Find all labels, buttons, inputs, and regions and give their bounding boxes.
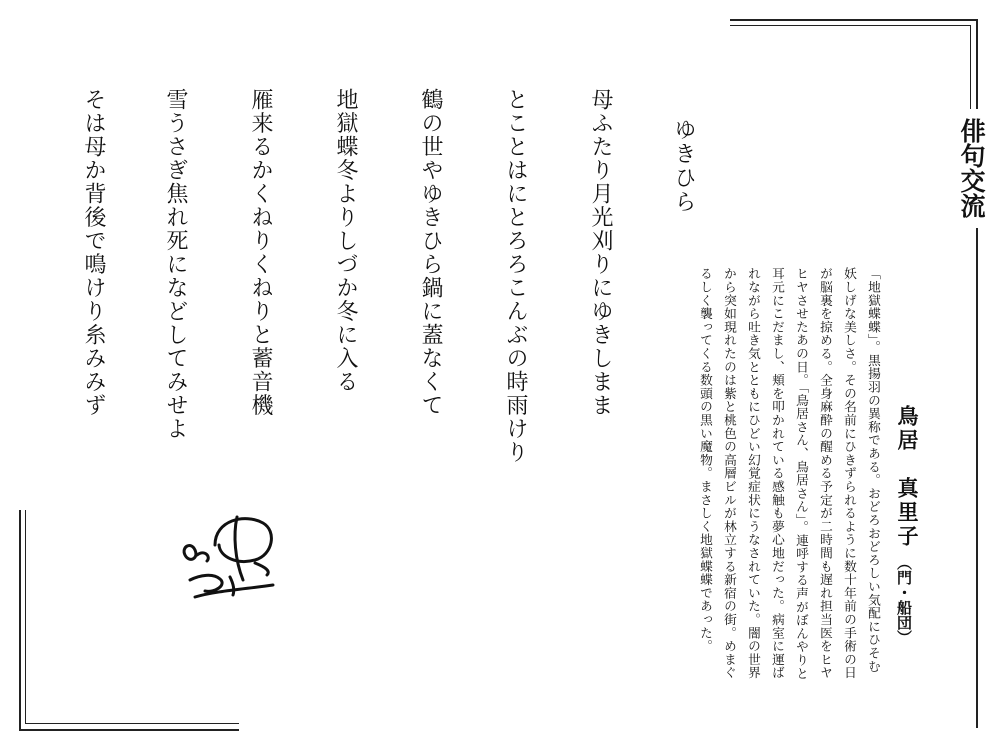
frame-rule-right-lower: [976, 228, 978, 728]
prose-line: から突如現れたのは紫と桃色の高層ビルが林立する新宿の街。めまぐ: [722, 267, 737, 680]
haiku-line: 地獄蝶冬よりしづか冬に入る: [333, 88, 358, 394]
frame-rule-left-outer: [19, 510, 21, 730]
haiku-line: 雪うさぎ焦れ死になどしてみせよ: [163, 88, 188, 441]
frame-rule-left-inner: [25, 510, 26, 724]
author-signature: [175, 505, 295, 610]
frame-rule-right-inner: [970, 25, 971, 109]
frame-rule-bottom-outer: [19, 729, 239, 731]
haiku-line: とことはにとろろこんぶの時雨けり: [503, 88, 528, 464]
prose-line: が脳裏を掠める。全身麻酔の醒める予定が二時間も遅れ担当医をヒヤ: [818, 267, 833, 680]
poem-title: ゆきひら: [671, 118, 696, 214]
prose-block: [691, 267, 883, 697]
frame-rule-top-outer: [730, 19, 977, 21]
prose-line: れながら吐き気とともにひどい幻覚症状にうなされていた。闇の世界: [746, 267, 761, 680]
section-label: 俳句交流: [957, 118, 986, 218]
haiku-line: 雁来るかくねりくねりと蓄音機: [248, 88, 273, 417]
frame-rule-bottom-inner: [25, 723, 239, 724]
frame-rule-top-inner: [730, 25, 970, 26]
author-name: 鳥居 真里子: [895, 405, 920, 549]
prose-line: 妖しげな美しさ。その名前にひきずられるように数十年前の手術の日: [842, 267, 857, 680]
haiku-line: 母ふたり月光刈りにゆきしまま: [588, 88, 613, 417]
prose-line: るしく襲ってくる数頭の黒い魔物。まさしく地獄蝶蝶であった。: [698, 267, 713, 653]
haiku-line: そは母か背後で鳴けり糸みみず: [81, 88, 106, 417]
author-affiliation: （門・船団）: [895, 555, 913, 645]
prose-line: 耳元にこだまし、頬を叩かれている感触も夢心地だった。病室に運ば: [770, 267, 785, 680]
prose-line: ヒヤさせたあの日。「鳥居さん、鳥居さん」。連呼する声がぼんやりと: [794, 267, 809, 680]
haiku-line: 鶴の世やゆきひら鍋に蓋なくて: [418, 88, 443, 417]
frame-rule-right-outer: [976, 19, 978, 109]
prose-line: 「地獄蝶蝶」。黒揚羽の異称である。おどろおどろしい気配にひそむ: [866, 267, 881, 673]
